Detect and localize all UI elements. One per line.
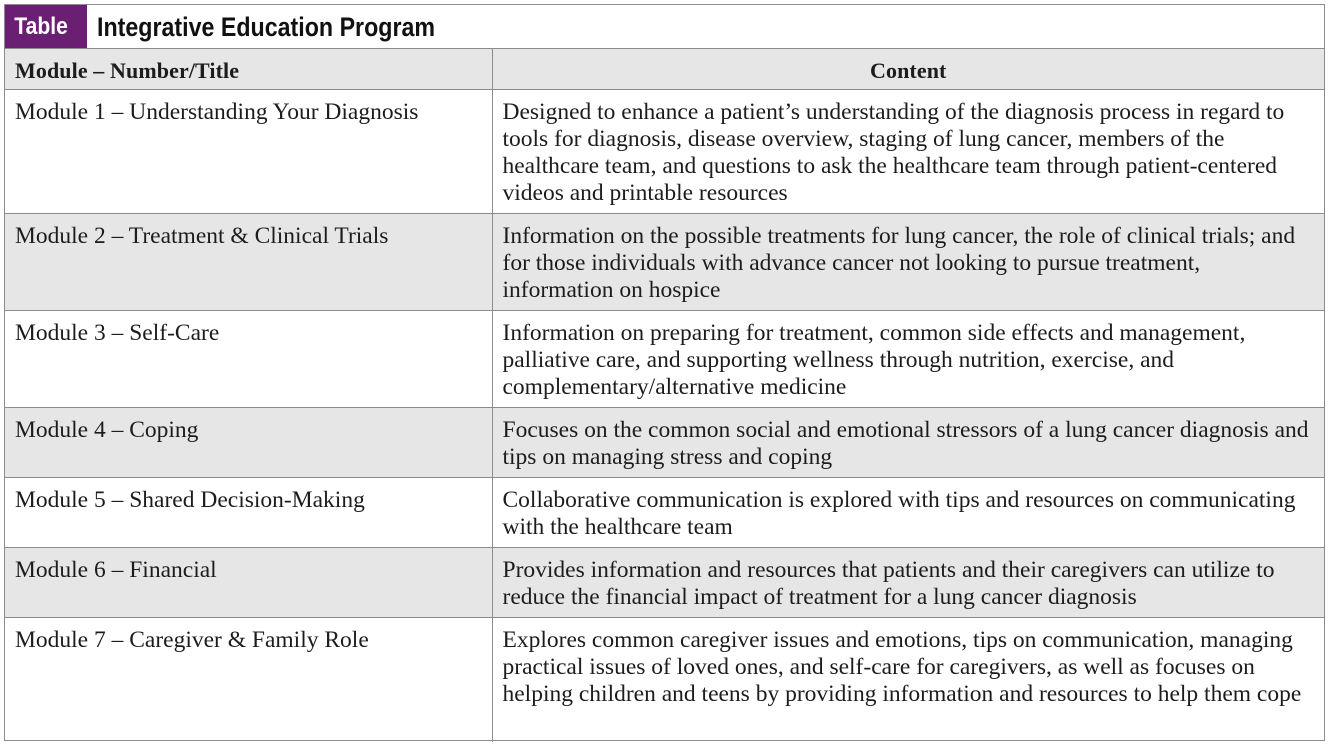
column-header-module: Module – Number/Title [5, 49, 492, 89]
table-header-row [5, 49, 1324, 89]
education-program-table [5, 49, 1324, 742]
table-row [5, 89, 1324, 213]
module-content-cell: Focuses on the common social and emotional stressors of a lung cancer diagnosis and tips on managing stress and coping [492, 407, 1324, 477]
module-title-cell: Module 5 – Shared Decision-Making [5, 477, 492, 547]
module-title-cell: Module 3 – Self-Care [5, 310, 492, 407]
table-title: Integrative Education Program [97, 12, 436, 42]
table-container [4, 4, 1325, 741]
module-title-cell: Module 6 – Financial [5, 547, 492, 617]
table-tag-label: Table [14, 13, 68, 40]
module-content-cell: Collaborative communication is explored with tips and resources on communicating with the healthcare team [492, 477, 1324, 547]
module-content-cell: Designed to enhance a patient’s understanding of the diagnosis process in regard to tools for diagnosis, disease overview, staging of lung cancer, members of the healthcare team, and questions to ask the healthcare team through patient-centered videos and printable resources [492, 89, 1324, 213]
column-header-content: Content [492, 49, 1324, 89]
module-title-cell: Module 1 – Understanding Your Diagnosis [5, 89, 492, 213]
table-row [5, 310, 1324, 407]
module-content-cell: Explores common caregiver issues and emotions, tips on communication, managing practical issues of loved ones, and self-care for caregivers, as well as focuses on helping children and teens by providing information and resources to help them cope [492, 617, 1324, 742]
table-row [5, 477, 1324, 547]
module-title-cell: Module 4 – Coping [5, 407, 492, 477]
module-title-cell: Module 7 – Caregiver & Family Role [5, 617, 492, 742]
table-row [5, 617, 1324, 742]
table-row [5, 547, 1324, 617]
table-header-bar [5, 5, 1324, 49]
module-content-cell: Information on preparing for treatment, common side effects and management, palliative care, and supporting wellness through nutrition, exercise, and complementary/alternative medicine [492, 310, 1324, 407]
table-row [5, 407, 1324, 477]
module-title-cell: Module 2 – Treatment & Clinical Trials [5, 213, 492, 310]
module-content-cell: Information on the possible treatments for lung cancer, the role of clinical trials; and for those individuals with advance cancer not looking to pursue treatment, information on hospice [492, 213, 1324, 310]
table-row [5, 213, 1324, 310]
module-content-cell: Provides information and resources that patients and their caregivers can utilize to reduce the financial impact of treatment for a lung cancer diagnosis [492, 547, 1324, 617]
